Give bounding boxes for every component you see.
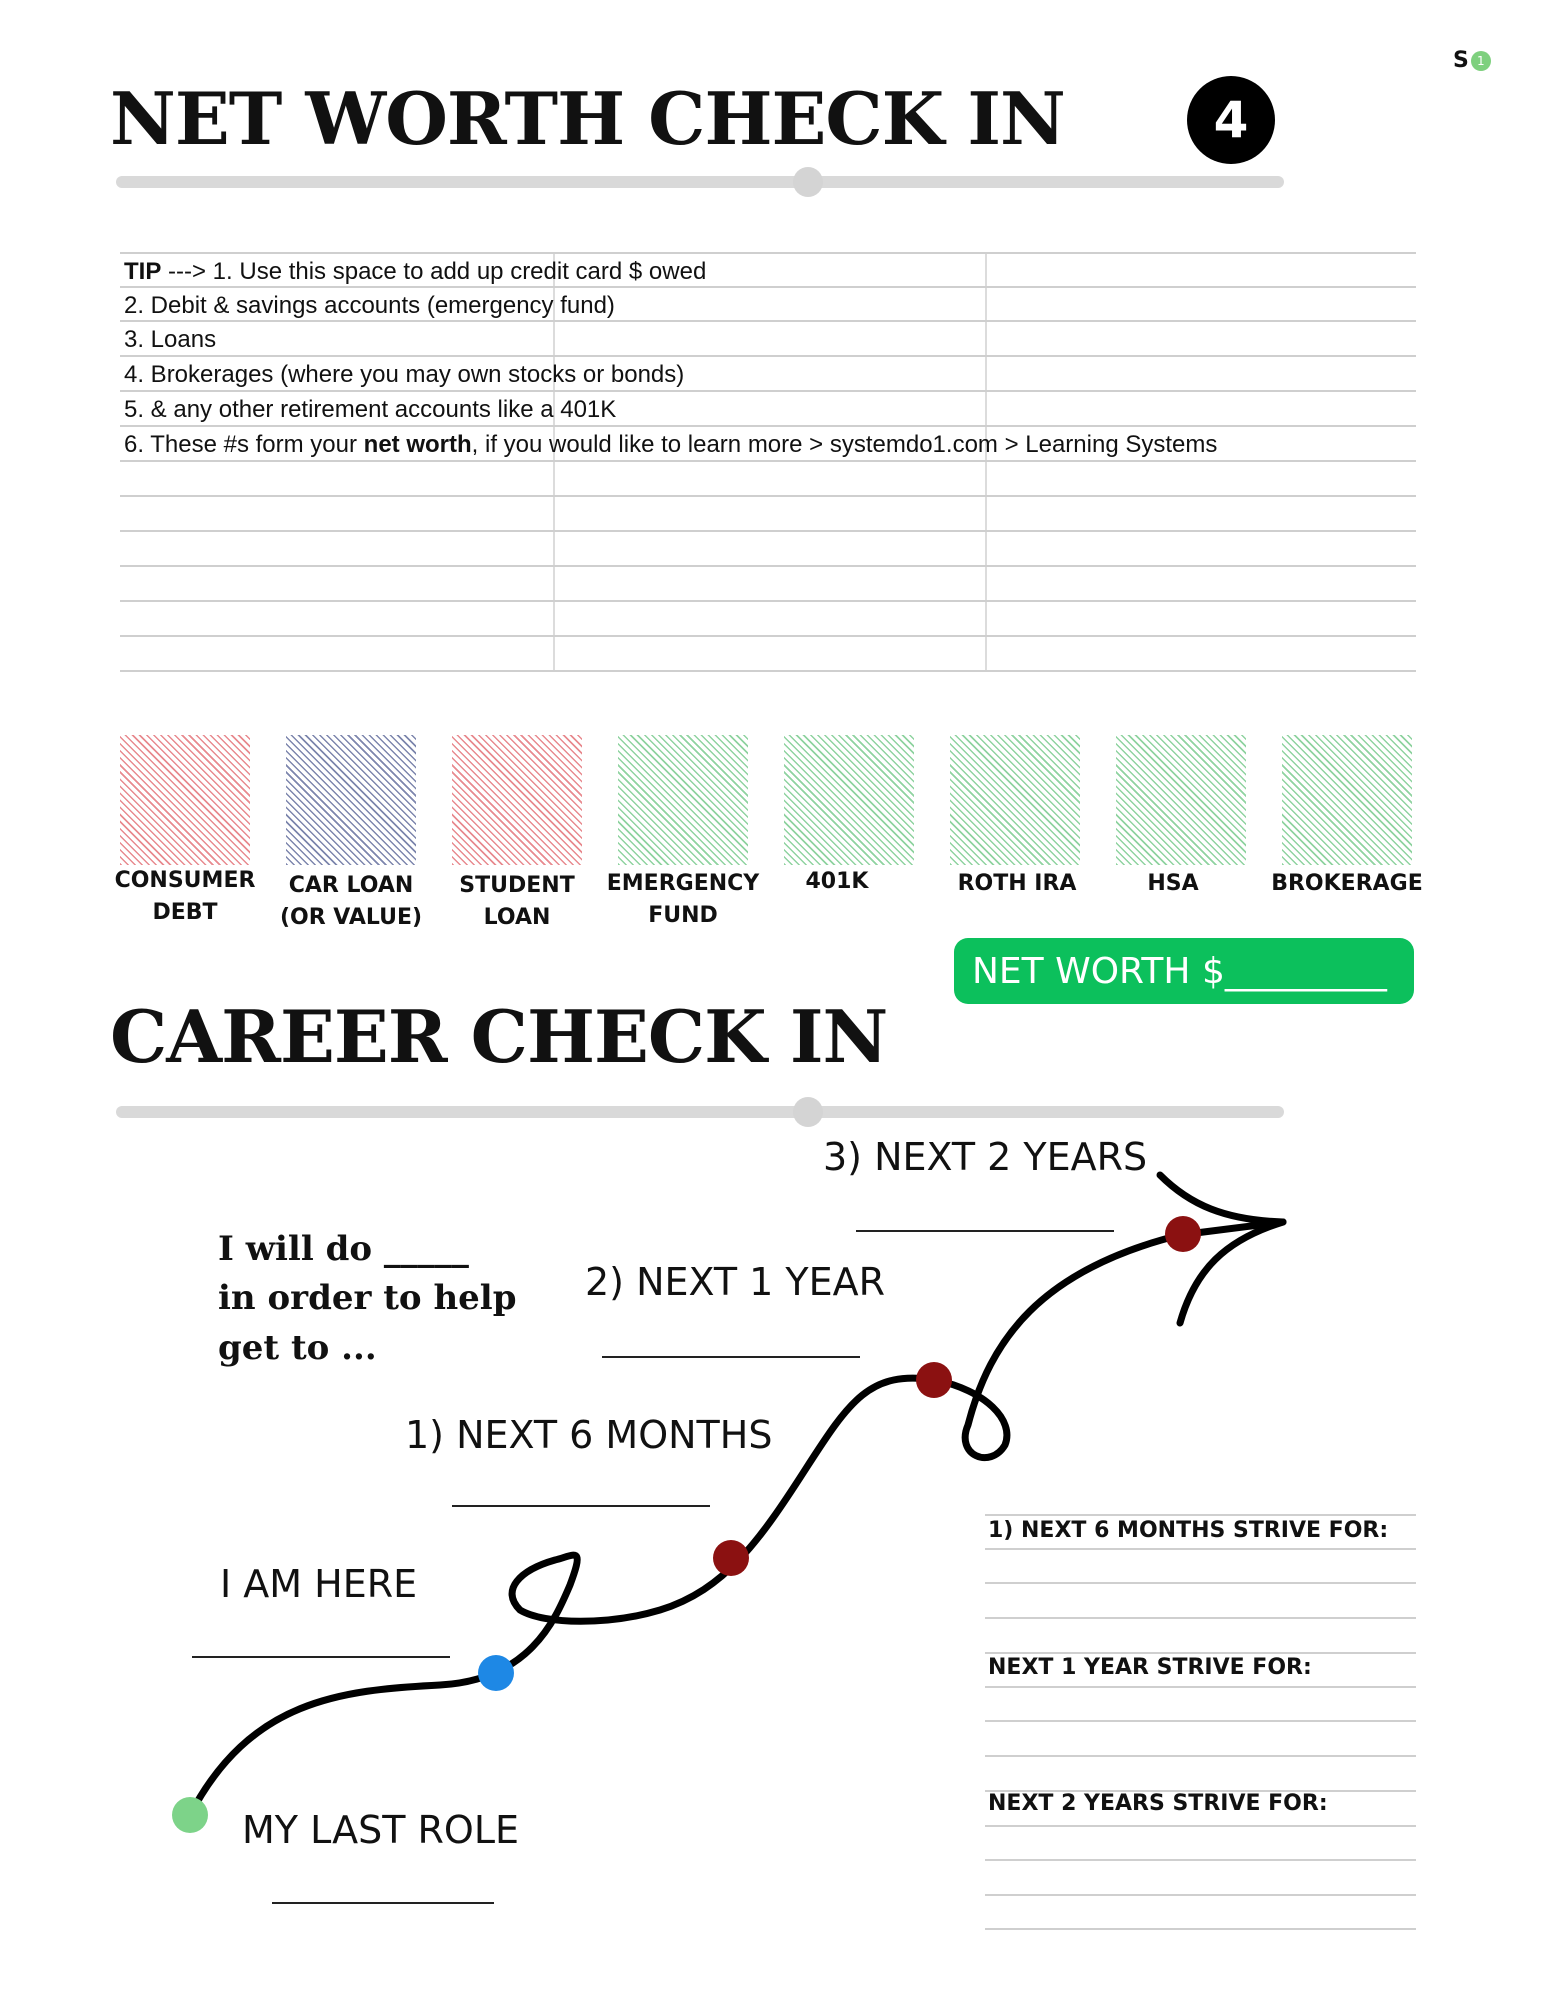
label-line: 401K: [805, 869, 869, 894]
label-line: (OR VALUE): [279, 904, 423, 930]
logo-number-badge: 1: [1471, 51, 1491, 71]
strive-line[interactable]: [985, 1720, 1416, 1722]
strive-line[interactable]: [985, 1617, 1416, 1619]
strive-line[interactable]: [985, 1894, 1416, 1896]
milestone-six-months-label: 1) NEXT 6 MONTHS: [405, 1413, 773, 1457]
tip-row-2: 2. Debit & savings accounts (emergency fund): [124, 292, 615, 319]
career-title: CAREER CHECK IN: [110, 994, 888, 1079]
label-line: ROTH IRA: [957, 871, 1077, 896]
label-line: STUDENT: [459, 873, 575, 898]
note-line: get to ...: [218, 1327, 377, 1368]
net-worth-total-field[interactable]: NET WORTH $_________: [954, 938, 1414, 1004]
label-line: BROKERAGE: [1271, 871, 1423, 896]
note-line: I will do _____: [218, 1229, 469, 1269]
note-line: in order to help: [218, 1278, 517, 1319]
strive-line: [985, 1514, 1416, 1516]
milestone-last-role-label: MY LAST ROLE: [242, 1808, 520, 1852]
tip-row-3: 3. Loans: [124, 326, 217, 353]
strive-two-years-heading: NEXT 2 YEARS STRIVE FOR:: [988, 1791, 1328, 1816]
strive-line[interactable]: [985, 1582, 1416, 1584]
strive-line[interactable]: [985, 1548, 1416, 1550]
tip-text: , if you would like to learn more > systemdo1.com > Learning Systems: [471, 431, 1218, 458]
label-line: EMERGENCY: [606, 871, 760, 896]
label-line: DEBT: [152, 899, 218, 925]
strive-one-year-heading: NEXT 1 YEAR STRIVE FOR:: [988, 1655, 1312, 1680]
page-number-badge: 4: [1187, 76, 1275, 164]
strive-line[interactable]: [985, 1928, 1416, 1930]
strive-line[interactable]: [985, 1755, 1416, 1757]
logo-letter: S: [1453, 48, 1469, 73]
milestone-one-year-label: 2) NEXT 1 YEAR: [585, 1260, 886, 1304]
milestone-two-years-label: 3) NEXT 2 YEARS: [823, 1135, 1148, 1179]
strive-line[interactable]: [985, 1652, 1416, 1654]
strive-six-months-heading: 1) NEXT 6 MONTHS STRIVE FOR:: [988, 1518, 1389, 1543]
net-worth-title: NET WORTH CHECK IN: [110, 76, 1065, 161]
tip-label: TIP: [124, 258, 162, 285]
tip-text: 6. These #s form your: [124, 431, 364, 458]
milestone-here-label: I AM HERE: [220, 1562, 418, 1606]
label-line: CONSUMER: [114, 868, 256, 893]
label-line: HSA: [1147, 871, 1199, 896]
tip-text: ---> 1. Use this space to add up credit card $ owed: [161, 258, 707, 285]
tip-row-5: 5. & any other retirement accounts like a 401K: [124, 396, 617, 423]
label-line: FUND: [648, 902, 718, 928]
strive-line[interactable]: [985, 1859, 1416, 1861]
tip-emphasis: net worth: [363, 431, 472, 458]
strive-line[interactable]: [985, 1686, 1416, 1688]
tip-row-4: 4. Brokerages (where you may own stocks or bonds): [124, 361, 685, 388]
label-line: CAR LOAN: [288, 873, 414, 898]
label-line: LOAN: [483, 904, 551, 930]
strive-line[interactable]: [985, 1825, 1416, 1827]
